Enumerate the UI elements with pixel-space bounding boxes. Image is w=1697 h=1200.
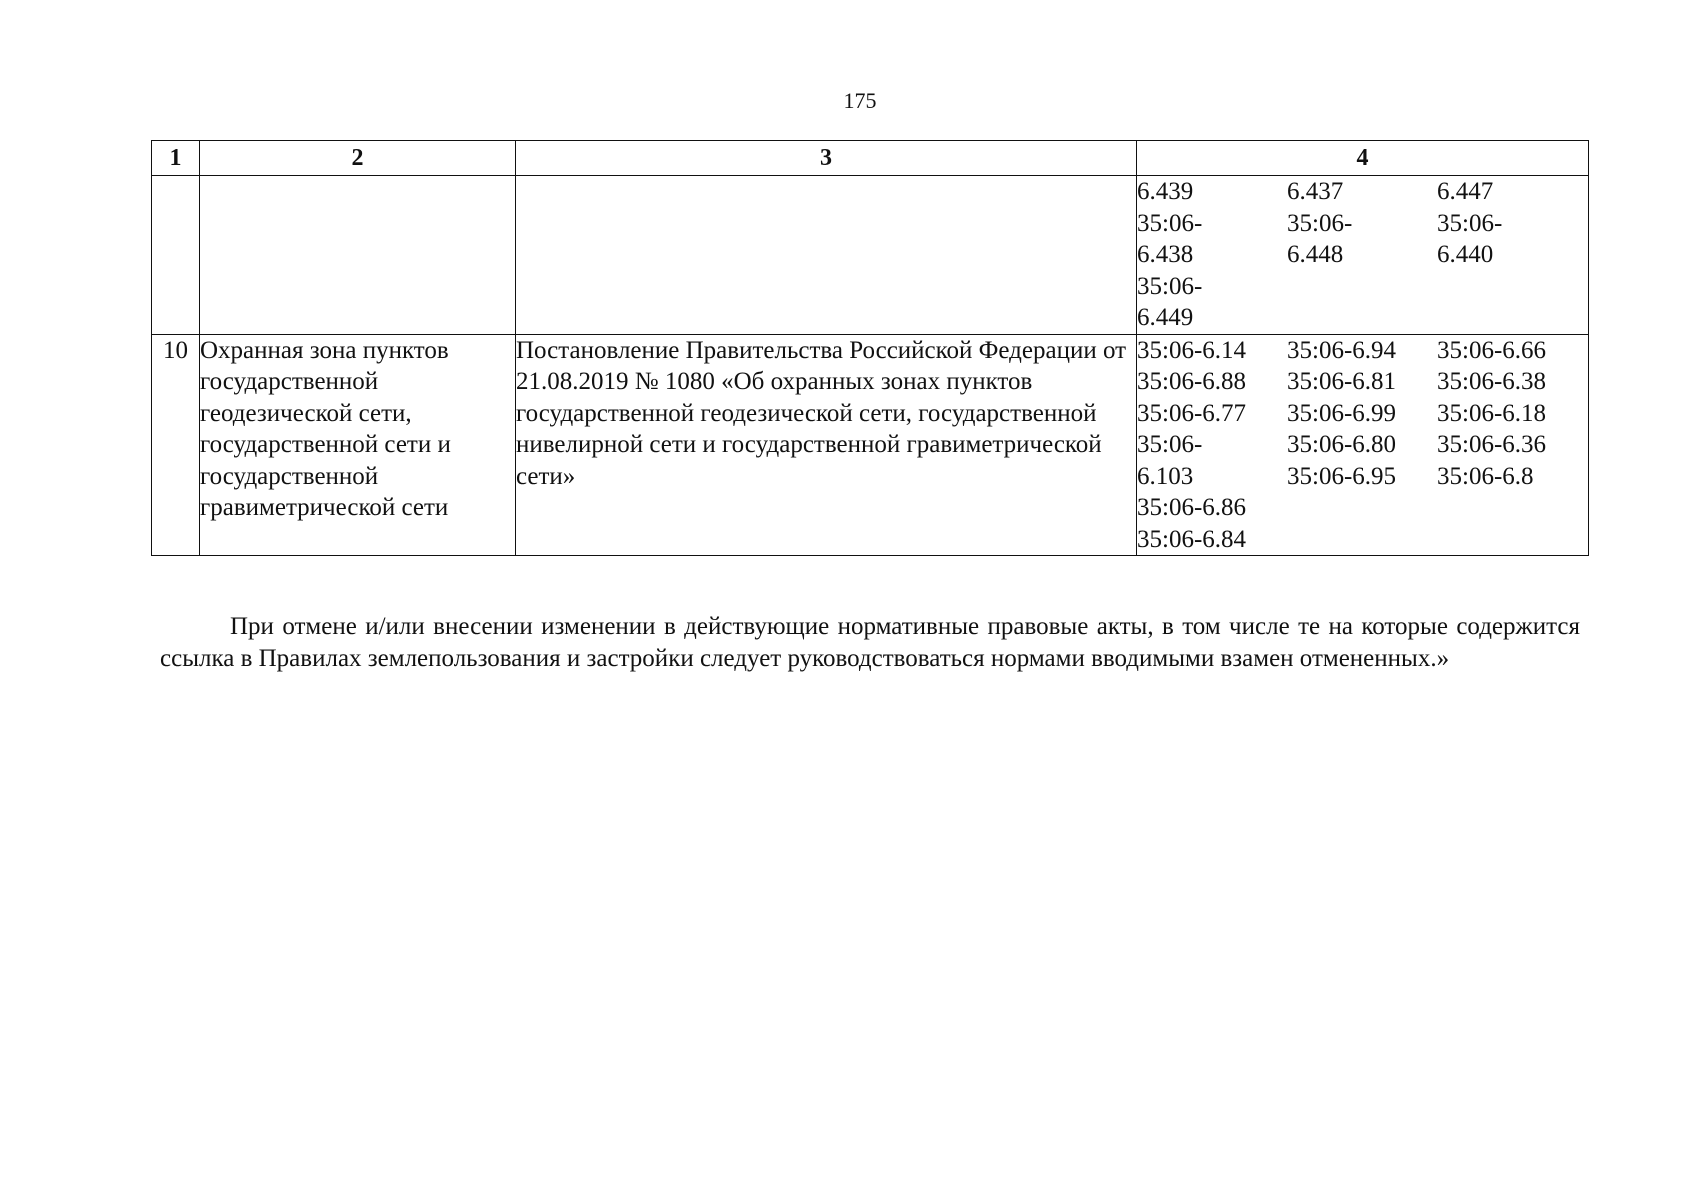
code-entry: 35:06-6.38 [1437,368,1547,395]
code-entry: 35:06-6.99 [1287,399,1397,427]
code-entry: 6.440 [1437,241,1494,268]
code-entry: 35:06- [1287,209,1353,237]
code-entry: 6.438 [1137,241,1194,268]
code-entry: 35:06-6.84 [1137,525,1247,553]
code-entry: 35:06- [1437,209,1503,237]
code-entry: 35:06-6.95 [1287,462,1397,490]
codes-column [1437,176,1587,334]
code-entry: 35:06-6.88 [1137,368,1247,395]
table-row [152,334,1589,556]
codes-grid [1137,335,1588,556]
code-entry: 35:06-6.36 [1437,431,1547,458]
code-entry: 35:06-6.66 [1437,336,1547,364]
code-entry: 35:06-6.77 [1137,399,1247,427]
code-entry: 6.437 [1287,178,1344,205]
closing-paragraph: При отмене и/или внесении изменении в действующие нормативные правовые акты, в том числе те на которые содержится ссылка в Правилах землепользования и застройки следует руководствоваться нормами вводимыми взамен отмененных.» [160,613,1580,672]
codes-column [1137,176,1287,334]
table-row [152,176,1589,335]
zone-name-cell: Охранная зона пунктов государственной геодезической сети, государственной сети и государственной гравиметрической сети [200,334,516,556]
codes-cell [1137,334,1589,556]
code-entry: 35:06-6.81 [1287,368,1397,395]
code-entry: 35:06-6.8 [1437,462,1534,490]
code-entry: 6.103 [1137,462,1194,490]
code-entry: 35:06-6.86 [1137,494,1247,521]
code-entry: 6.448 [1287,241,1344,268]
column-header: 3 [516,141,1137,176]
code-entry: 35:06- [1137,431,1203,458]
code-entry: 35:06- [1137,209,1203,237]
codes-column [1287,335,1437,556]
codes-column [1437,335,1587,556]
code-entry: 6.447 [1437,178,1494,205]
table-header-row [152,141,1589,176]
codes-grid [1137,176,1588,334]
codes-column [1287,176,1437,334]
code-entry: 35:06-6.14 [1137,336,1247,364]
row-number-cell [152,176,200,335]
row-number-cell: 10 [152,334,200,556]
zones-table [151,140,1589,556]
document-cell: Постановление Правительства Российской Федерации от 21.08.2019 № 1080 «Об охранных зонах пунктов государственной геодезической сети, государственной нивелирной сети и государственной гравиметрической сети» [516,334,1137,556]
code-entry: 35:06- [1137,272,1203,300]
page-number: 175 [843,88,877,113]
code-entry: 35:06-6.94 [1287,336,1397,364]
code-entry: 35:06-6.18 [1437,399,1547,427]
column-header: 4 [1137,141,1589,176]
column-header: 1 [152,141,200,176]
column-header: 2 [200,141,516,176]
codes-column [1137,335,1287,556]
code-entry: 6.449 [1137,304,1194,331]
codes-cell [1137,176,1589,335]
zone-name-cell [200,176,516,335]
document-cell [516,176,1137,335]
code-entry: 6.439 [1137,178,1194,205]
code-entry: 35:06-6.80 [1287,431,1397,458]
